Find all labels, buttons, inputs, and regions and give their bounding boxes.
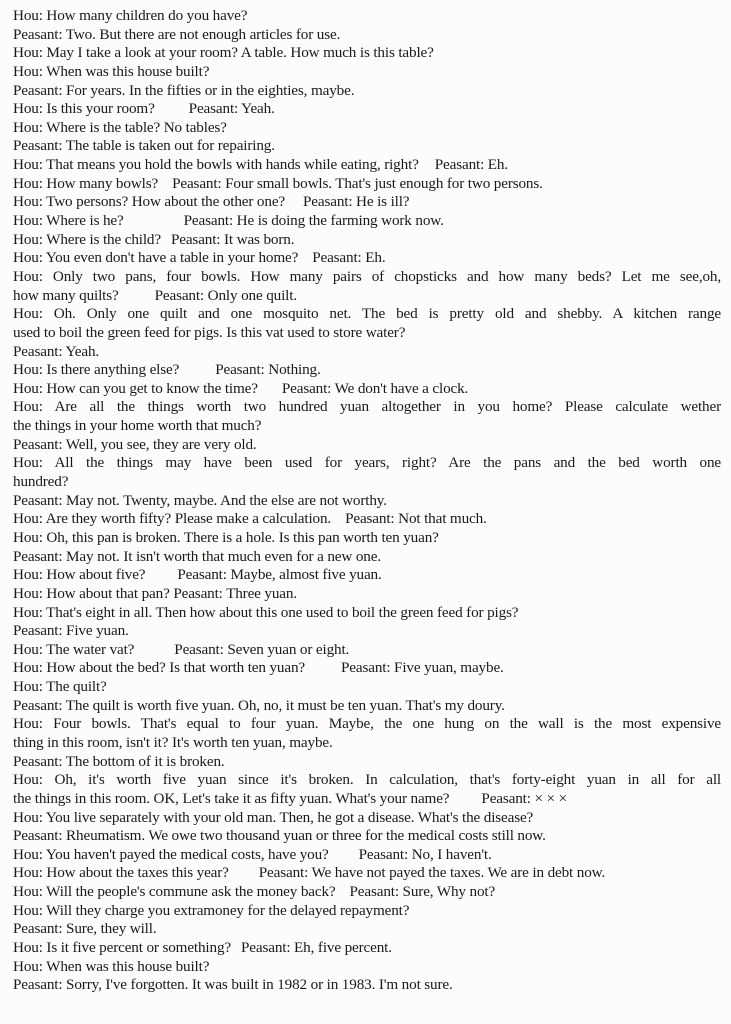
transcript-line	[13, 324, 721, 343]
transcript-line	[13, 82, 721, 101]
transcript-text: Hou: Four bowls. That's equal to four yuan. Maybe, the one hung on the wall is the most expensive	[13, 715, 721, 733]
transcript-text: Hou: Only two pans, four bowls. How many pairs of chopsticks and how many beds? Let me see,oh,	[13, 267, 721, 285]
transcript-text: Hou: All the things may have been used for years, right? Are the pans and the bed worth one	[13, 454, 721, 472]
transcript-text: Hou: How about the bed? Is that worth ten yuan?	[13, 659, 305, 677]
transcript-text: Peasant: Sorry, I've forgotten. It was built in 1982 or in 1983. I'm not sure.	[13, 976, 453, 994]
transcript-line	[13, 287, 721, 306]
transcript-text: Hou: Is there anything else?	[13, 361, 180, 379]
transcript-line	[13, 175, 721, 194]
transcript-text: Hou: May I take a look at your room? A table. How much is this table?	[13, 44, 434, 62]
transcript-text: the things in this room. OK, Let's take it as fifty yuan. What's your name?	[13, 789, 450, 807]
transcript-text: Peasant: Seven yuan or eight.	[174, 640, 350, 658]
transcript-text: Hou: You live separately with your old man. Then, he got a disease. What's the disease?	[13, 808, 534, 826]
transcript-line	[13, 734, 721, 753]
transcript-text: Hou: Is it five percent or something?	[13, 939, 231, 957]
transcript-line	[13, 846, 721, 865]
transcript-text: the things in your home worth that much?	[13, 417, 262, 435]
transcript-text: Peasant: Eh.	[434, 156, 509, 174]
transcript-line	[13, 193, 721, 212]
transcript-text: Peasant: × × ×	[481, 789, 568, 807]
transcript-text: Hou: You haven't payed the medical costs, have you?	[13, 845, 329, 863]
transcript-text: Peasant: May not. Twenty, maybe. And the else are not worthy.	[13, 491, 387, 509]
transcript-line	[13, 827, 721, 846]
transcript-text: Hou: Oh. Only one quilt and one mosquito net. The bed is pretty old and shebby. A kitchen range	[13, 305, 721, 323]
transcript-line	[13, 864, 721, 883]
transcript-text: Hou: How about the taxes this year?	[13, 864, 229, 882]
transcript-text: Hou: How many children do you have?	[13, 7, 248, 24]
transcript-text: Hou: Where is the child?	[13, 230, 161, 248]
transcript-text: Hou: Is this your room?	[13, 100, 155, 118]
transcript-text: Peasant: Only one quilt.	[154, 286, 297, 304]
transcript-text: Peasant: No, I haven't.	[358, 845, 492, 863]
transcript-line	[13, 510, 721, 529]
transcript-line	[13, 678, 721, 697]
transcript-line	[13, 976, 721, 995]
transcript-text: Hou: When was this house built?	[13, 957, 210, 975]
transcript-text: Peasant: The bottom of it is broken.	[13, 752, 225, 770]
transcript-text: Peasant: Yeah.	[188, 100, 275, 118]
transcript-text: hundred?	[13, 473, 69, 491]
transcript-line	[13, 771, 721, 790]
transcript-line	[13, 249, 721, 268]
transcript-text: how many quilts?	[13, 286, 119, 304]
transcript-text: Peasant: We don't have a clock.	[281, 379, 469, 397]
transcript-line	[13, 473, 721, 492]
transcript-text: Hou: Will the people's commune ask the money back?	[13, 883, 336, 901]
transcript-text: Peasant: Sure, they will.	[13, 920, 157, 938]
transcript-text: Peasant: Eh, five percent.	[240, 939, 392, 957]
transcript-line	[13, 26, 721, 45]
transcript-text: Peasant: Eh.	[312, 249, 386, 267]
transcript-text: Hou: Where is he?	[13, 212, 124, 230]
transcript-text: Hou: Will they charge you extramoney for the delayed repayment?	[13, 901, 410, 919]
transcript-line	[13, 566, 721, 585]
transcript-line	[13, 790, 721, 809]
transcript-text: used to boil the green feed for pigs. Is this vat used to store water?	[13, 323, 406, 341]
transcript-line	[13, 641, 721, 660]
transcript-line	[13, 920, 721, 939]
transcript-text: Peasant: Yeah.	[13, 342, 100, 360]
transcript-text: Peasant: He is ill?	[303, 193, 410, 211]
transcript-line	[13, 361, 721, 380]
transcript-line	[13, 305, 721, 324]
transcript-text: Hou: The water vat?	[13, 640, 135, 658]
transcript-text: Peasant: It was born.	[170, 230, 295, 248]
transcript-line	[13, 622, 721, 641]
transcript-text: Peasant: Five yuan.	[13, 622, 129, 640]
transcript-line	[13, 604, 721, 623]
transcript-text: Peasant: Rheumatism. We owe two thousand yuan or three for the medical costs still now.	[13, 827, 546, 845]
transcript-text: Peasant: The quilt is worth five yuan. Oh, no, it must be ten yuan. That's my doury.	[13, 696, 505, 714]
transcript-text: Hou: Where is the table? No tables?	[13, 118, 227, 136]
transcript-text: Peasant: Four small bowls. That's just enough for two persons.	[172, 174, 543, 192]
transcript-text: Peasant: Well, you see, they are very old.	[13, 435, 257, 453]
transcript-line	[13, 492, 721, 511]
transcript-text: Hou: Are they worth fifty? Please make a calculation.	[13, 510, 332, 528]
transcript-text: Peasant: Not that much.	[345, 510, 487, 528]
transcript-text: Peasant: Two. But there are not enough articles for use.	[13, 25, 341, 43]
transcript-line	[13, 398, 721, 417]
transcript-line	[13, 902, 721, 921]
transcript-line	[13, 883, 721, 902]
transcript-text: Peasant: The table is taken out for repairing.	[13, 137, 275, 155]
transcript-text: Peasant: For years. In the fifties or in the eighties, maybe.	[13, 81, 355, 99]
transcript-text: Hou: How about five?	[13, 566, 146, 584]
transcript-text: Hou: Are all the things worth two hundred yuan altogether in you home? Please calculate wether	[13, 398, 721, 416]
transcript-line	[13, 100, 721, 119]
transcript-text: Hou: Two persons? How about the other one?	[13, 193, 285, 211]
transcript-line	[13, 44, 721, 63]
transcript-text: Hou: Oh, it's worth five yuan since it's broken. In calculation, that's forty-eight yuan in all for all	[13, 771, 721, 789]
transcript-line	[13, 585, 721, 604]
transcript-line	[13, 715, 721, 734]
transcript-text: Hou: The quilt?	[13, 678, 107, 696]
transcript-text: Peasant: May not. It isn't worth that much even for a new one.	[13, 547, 381, 565]
transcript-text: Peasant: We have not payed the taxes. We are in debt now.	[258, 864, 606, 882]
transcript-text: Hou: How about that pan? Peasant: Three yuan.	[13, 584, 297, 602]
transcript-text: Hou: That means you hold the bowls with hands while eating, right?	[13, 156, 419, 174]
transcript-line	[13, 454, 721, 473]
transcript-line	[13, 7, 721, 26]
transcript-text: Hou: How many bowls?	[13, 174, 159, 192]
transcript-line	[13, 212, 721, 231]
transcript-line	[13, 529, 721, 548]
transcript-line	[13, 268, 721, 287]
transcript-line	[13, 548, 721, 567]
transcript-text: thing in this room, isn't it? It's worth ten yuan, maybe.	[13, 733, 333, 751]
transcript-line	[13, 417, 721, 436]
transcript-text: Peasant: Sure, Why not?	[349, 883, 496, 901]
transcript-text: Peasant: Maybe, almost five yuan.	[177, 566, 382, 584]
transcript-line	[13, 958, 721, 977]
transcript-text: Hou: Oh, this pan is broken. There is a hole. Is this pan worth ten yuan?	[13, 528, 439, 546]
transcript-line	[13, 659, 721, 678]
transcript-line	[13, 380, 721, 399]
transcript-text: Hou: How can you get to know the time?	[13, 379, 258, 397]
transcript-line	[13, 939, 721, 958]
transcript-line	[13, 343, 721, 362]
transcript-text: Peasant: Five yuan, maybe.	[340, 659, 504, 677]
transcript-line	[13, 753, 721, 772]
transcript-text: Hou: That's eight in all. Then how about this one used to boil the green feed for pigs?	[13, 603, 519, 621]
transcript-text: Peasant: Nothing.	[215, 361, 321, 379]
transcript-text: Peasant: He is doing the farming work now.	[183, 212, 444, 230]
transcript-text: Hou: When was this house built?	[13, 62, 210, 80]
transcript-line	[13, 697, 721, 716]
transcript-line	[13, 231, 721, 250]
transcript-line	[13, 137, 721, 156]
transcript-line	[13, 156, 721, 175]
transcript-line	[13, 809, 721, 828]
transcript-text: Hou: You even don't have a table in your home?	[13, 249, 299, 267]
transcript-line	[13, 119, 721, 138]
transcript-line	[13, 436, 721, 455]
transcript-line	[13, 63, 721, 82]
